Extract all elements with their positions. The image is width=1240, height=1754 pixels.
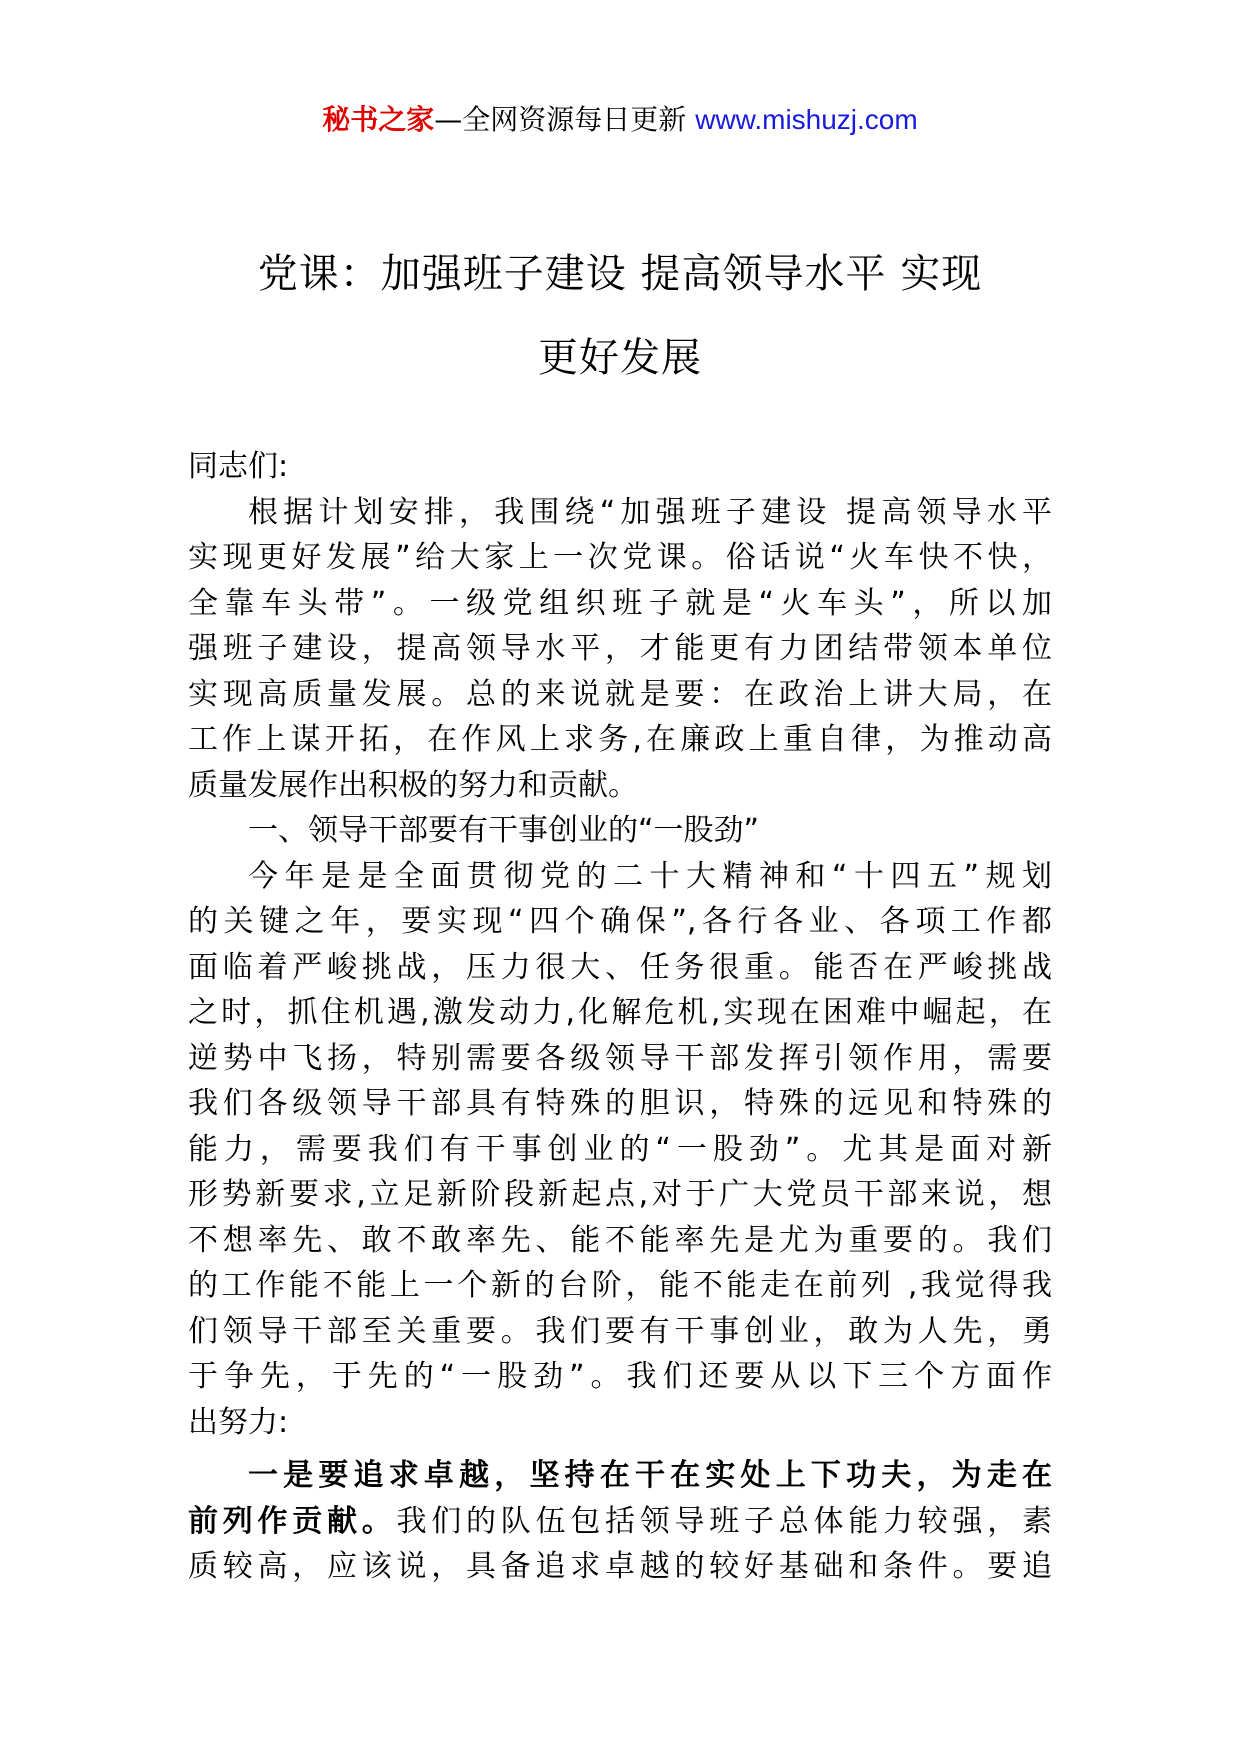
body-line: 质较高，应该说，具备追求卓越的较好基础和条件。要追 — [188, 1549, 1052, 1584]
header-tagline: —全网资源每日更新 — [434, 103, 687, 136]
page-header — [0, 100, 1240, 140]
body-line: 之时，抓住机遇,激发动力,化解危机,实现在困难中崛起，在 — [188, 995, 1052, 1030]
body-line: 我们各级领导干部具有特殊的胆识，特殊的远见和特殊的 — [188, 1086, 1052, 1121]
body-line — [188, 1453, 1052, 1499]
body-line: 形势新要求,立足新阶段新起点,对于广大党员干部来说，想 — [188, 1177, 1052, 1212]
document-body — [188, 444, 1052, 1590]
body-line: 们领导干部至关重要。我们要有干事创业，敢为人先，勇 — [188, 1313, 1052, 1349]
body-line: 不想率先、敢不敢率先、能不能率先是尤为重要的。我们 — [188, 1222, 1052, 1258]
point-one-bold-line: 一是要追求卓越，坚持在干在实处上下功夫，为走在 — [248, 1458, 1052, 1493]
body-line: 出努力: — [188, 1404, 289, 1440]
body-line: 实现更好发展”给大家上一次党课。俗话说“火车快不快， — [188, 540, 1052, 575]
body-line: 于争先，于先的“一股劲”。我们还要从以下三个方面作 — [188, 1359, 1052, 1394]
title-line-1: 党课：加强班子建设 提高领导水平 实现 — [257, 251, 983, 297]
body-line: 强班子建设，提高领导水平，才能更有力团结带领本单位 — [188, 631, 1052, 666]
body-line: 根据计划安排，我围绕“加强班子建设 提高领导水平 — [248, 494, 1052, 530]
body-line: 的工作能不能上一个新的台阶，能不能走在前列 ,我觉得我 — [188, 1268, 1052, 1303]
body-line: 质量发展作出积极的努力和贡献。 — [188, 767, 638, 803]
salutation: 同志们: — [188, 449, 289, 484]
body-line: 全靠车头带”。一级党组织班子就是“火车头”，所以加 — [188, 585, 1052, 621]
body-line: 工作上谋开拓，在作风上求务,在廉政上重自律，为推动高 — [188, 722, 1052, 757]
intro-paragraph — [188, 490, 1052, 809]
site-url-link[interactable]: www.mishuzj.com — [695, 104, 918, 135]
section-paragraph — [188, 854, 1052, 1446]
body-line: 今年是是全面贯彻党的二十大精神和“十四五”规划 — [248, 858, 1052, 894]
body-line: 面临着严峻挑战，压力很大、任务很重。能否在严峻挑战 — [188, 949, 1052, 985]
title-line-2: 更好发展 — [538, 335, 702, 381]
body-line: 实现高质量发展。总的来说就是要：在政治上讲大局，在 — [188, 676, 1052, 712]
point-one-paragraph — [188, 1453, 1052, 1590]
body-line: 能力，需要我们有干事创业的“一股劲”。尤其是面对新 — [188, 1131, 1052, 1167]
section-heading: 一、领导干部要有干事创业的“一股劲” — [248, 813, 760, 848]
brand-name: 秘书之家 — [322, 103, 435, 136]
body-line: 逆势中飞扬，特别需要各级领导干部发挥引领作用，需要 — [188, 1040, 1052, 1076]
point-one-bold-end: 前列作贡献。 — [188, 1503, 397, 1539]
document-title — [190, 232, 1050, 400]
body-line — [188, 1499, 1052, 1545]
point-one-text: 我们的队伍包括领导班子总体能力较强，素 — [396, 1503, 1052, 1539]
body-line: 的关键之年，要实现“四个确保”,各行各业、各项工作都 — [188, 904, 1052, 939]
